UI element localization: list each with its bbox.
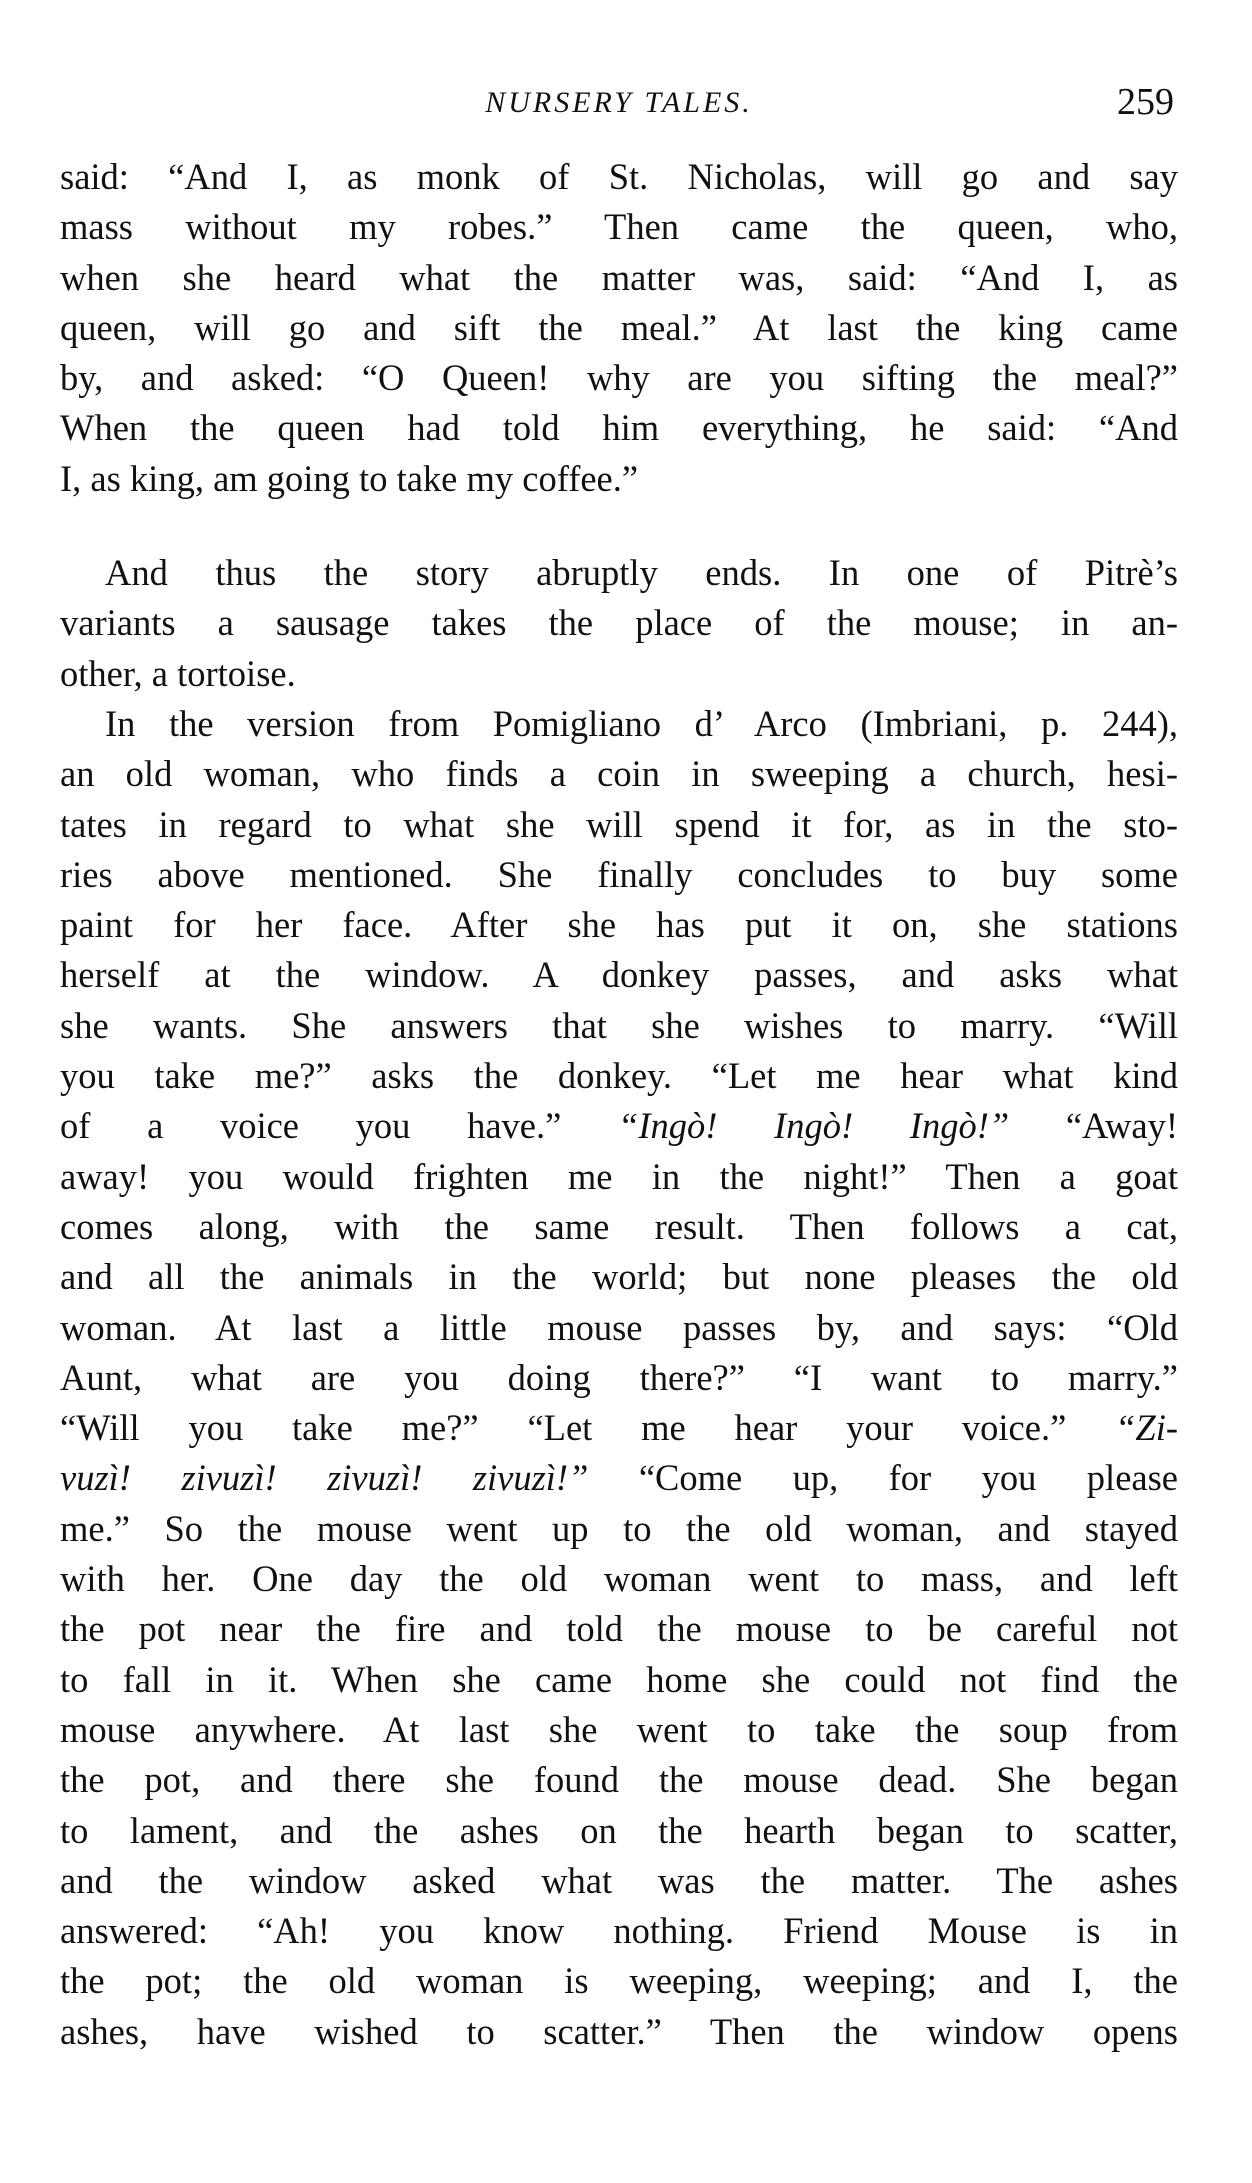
- text-line: mass without my robes.” Then came the queen, who,: [60, 206, 1178, 248]
- text-line: other, a tortoise.: [60, 652, 296, 694]
- page-header: [60, 80, 1178, 130]
- text-segment: “Away!: [1065, 1105, 1179, 1147]
- text-line: Aunt, what are you doing there?” “I want to marry.”: [60, 1356, 1178, 1398]
- text-line: tates in regard to what she will spend it for, as in the sto-: [60, 803, 1178, 845]
- text-line: the pot near the fire and told the mouse to be careful not: [60, 1608, 1178, 1650]
- text-line: she wants. She answers that she wishes to marry. “Will: [60, 1004, 1178, 1046]
- italic-segment: “Ingò! Ingò! Ingò!”: [618, 1105, 1010, 1147]
- text-line: with her. One day the old woman went to mass, and left: [60, 1558, 1178, 1600]
- text-line-mixed: [60, 1453, 1178, 1503]
- text-line: answered: “Ah! you know nothing. Friend Mouse is in: [60, 1910, 1178, 1952]
- text-line: you take me?” asks the donkey. “Let me hear what kind: [60, 1055, 1178, 1097]
- text-line: In the version from Pomigliano d’ Arco (Imbriani, p. 244),: [105, 702, 1178, 744]
- paragraph-2: [60, 548, 1178, 699]
- text-line: said: “And I, as monk of St. Nicholas, will go and say: [60, 156, 1178, 197]
- italic-segment: vuzì! zivuzì! zivuzì! zivuzì!”: [60, 1457, 589, 1499]
- text-line: comes along, with the same result. Then follows a cat,: [60, 1205, 1178, 1247]
- text-line: the pot; the old woman is weeping, weeping; and I, the: [60, 1960, 1178, 2002]
- paragraph-3: [60, 699, 1178, 2057]
- text-line: to fall in it. When she came home she could not find the: [60, 1658, 1178, 1700]
- text-line-mixed: [60, 1403, 1178, 1453]
- text-line: the pot, and there she found the mouse dead. She began: [60, 1759, 1178, 1801]
- text-line: and the window asked what was the matter. The ashes: [60, 1859, 1178, 1901]
- text-line: When the queen had told him everything, he said: “And: [60, 407, 1178, 449]
- text-line: to lament, and the ashes on the hearth began to scatter,: [60, 1809, 1178, 1851]
- text-line: by, and asked: “O Queen! why are you sifting the meal?”: [60, 357, 1178, 399]
- paragraph-gap: [60, 504, 1178, 548]
- text-line: woman. At last a little mouse passes by, and says: “Old: [60, 1306, 1178, 1348]
- text-line: and all the animals in the world; but none pleases the old: [60, 1256, 1178, 1298]
- book-page: [60, 80, 1178, 2057]
- text-segment: “Come up, for you please: [638, 1457, 1178, 1499]
- text-line: queen, will go and sift the meal.” At last the king came: [60, 306, 1178, 348]
- text-line: I, as king, am going to take my coffee.”: [60, 457, 639, 499]
- page-number: 259: [1117, 81, 1174, 123]
- text-line: away! you would frighten me in the night!” Then a goat: [60, 1155, 1178, 1197]
- paragraph-1: [60, 152, 1178, 504]
- running-head: NURSERY TALES.: [485, 86, 753, 119]
- text-line: And thus the story abruptly ends. In one of Pitrè’s: [105, 552, 1178, 594]
- italic-segment: “Zi-: [1115, 1407, 1178, 1449]
- text-line-mixed: [60, 1101, 1178, 1151]
- text-line: an old woman, who finds a coin in sweeping a church, hesi-: [60, 753, 1178, 795]
- text-line: paint for her face. After she has put it on, she stations: [60, 904, 1178, 946]
- text-line: ashes, have wished to scatter.” Then the window opens: [60, 2010, 1178, 2052]
- text-line: when she heard what the matter was, said: “And I, as: [60, 256, 1178, 298]
- text-segment: of a voice you have.”: [60, 1105, 562, 1147]
- text-line: ries above mentioned. She finally concludes to buy some: [60, 853, 1178, 895]
- text-line: mouse anywhere. At last she went to take the soup from: [60, 1708, 1178, 1750]
- text-line: me.” So the mouse went up to the old woman, and stayed: [60, 1507, 1178, 1549]
- text-line: variants a sausage takes the place of the mouse; in an-: [60, 602, 1178, 644]
- text-line: herself at the window. A donkey passes, and asks what: [60, 954, 1178, 996]
- text-segment: “Will you take me?” “Let me hear your voice.”: [60, 1407, 1067, 1449]
